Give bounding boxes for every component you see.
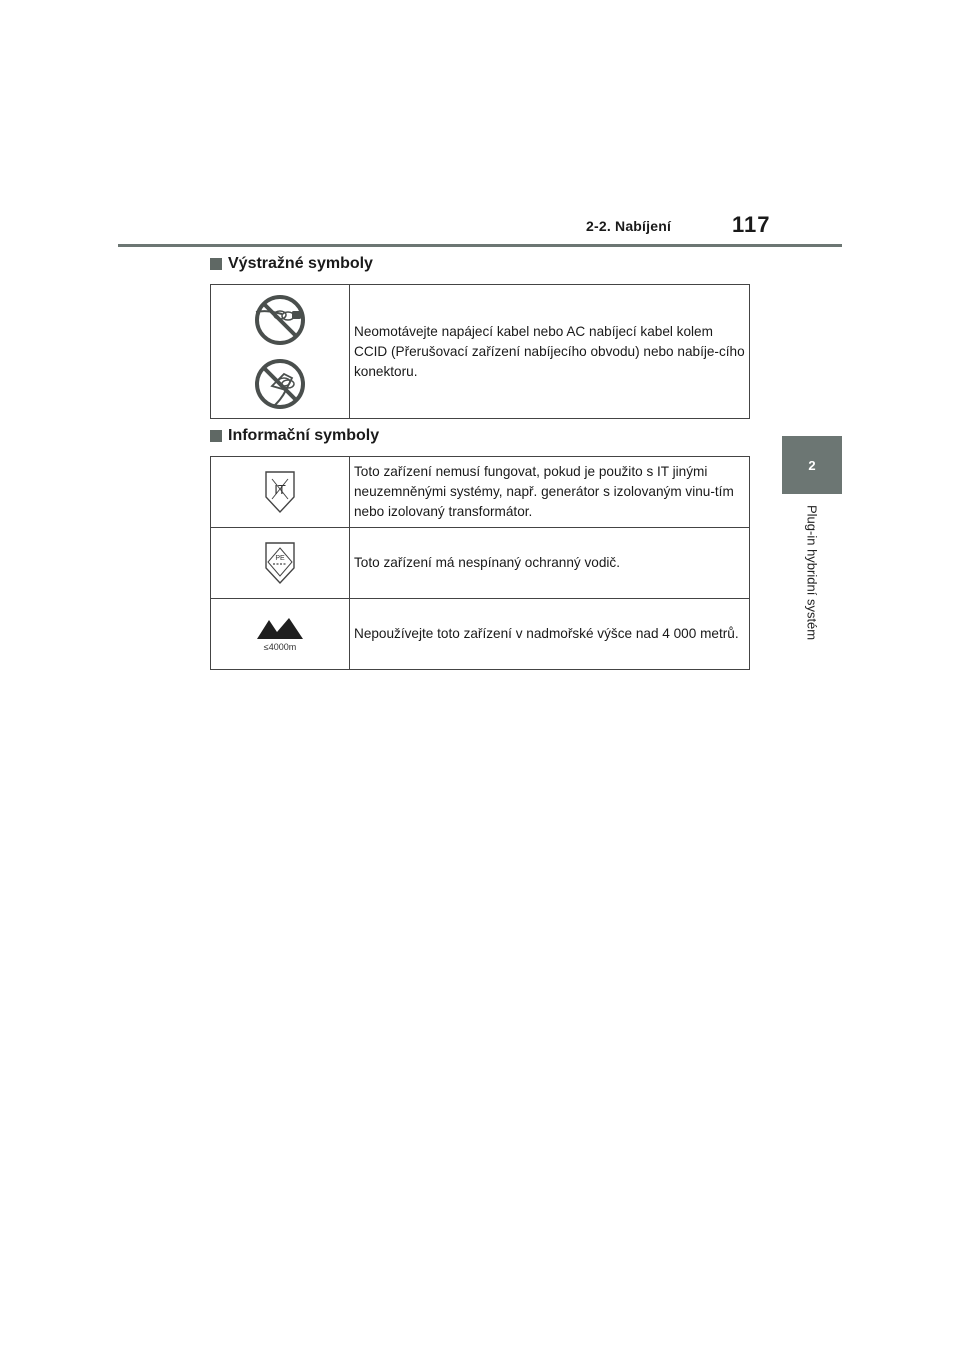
info-text-cell: Toto zařízení nemusí fungovat, pokud je použito s IT jinými neuzemněnými systémy, např. generátor s izolovaným vinu-tím nebo izolovaný transformátor.: [350, 457, 750, 528]
no-wrap-cable-icon: [252, 292, 308, 348]
info-icon-cell: [211, 528, 350, 599]
table-row: [211, 528, 750, 599]
info-icon-cell: [211, 457, 350, 528]
no-wrap-connector-icon: [252, 356, 308, 412]
heading-square-icon: [210, 430, 222, 442]
header-divider: [118, 244, 842, 247]
warning-symbols-table: [210, 284, 750, 419]
pe-icon-label: PE: [275, 555, 285, 562]
info-text-cell: Toto zařízení má nespínaný ochranný vodič.: [350, 528, 750, 599]
altitude-mountain-icon: [255, 617, 305, 641]
info-heading-text: Informační symboly: [228, 427, 380, 444]
info-symbols-heading: [210, 427, 379, 445]
warning-heading-text: Výstražné symboly: [228, 255, 373, 272]
chapter-number: 2: [808, 457, 816, 473]
warning-text-cell: Neomotávejte napájecí kabel nebo AC nabíjecí kabel kolem CCID (Přerušovací zařízení nabíjecího obvodu) nebo nabíje-cího konektoru.: [350, 285, 750, 419]
it-icon-label: IT: [274, 482, 286, 497]
info-symbols-table: [210, 456, 750, 670]
it-system-shield-icon: [263, 469, 297, 515]
info-text-cell: Nepoužívejte toto zařízení v nadmořské výšce nad 4 000 metrů.: [350, 599, 750, 670]
warning-symbols-heading: [210, 255, 373, 273]
page-number: 117: [732, 212, 771, 237]
table-row: [211, 457, 750, 528]
table-row: [211, 285, 750, 419]
warning-icon-cell: [211, 285, 350, 419]
altitude-icon-label: ≤4000m: [263, 641, 297, 652]
pe-conductor-shield-icon: [263, 540, 297, 586]
heading-square-icon: [210, 258, 222, 270]
section-title: 2-2. Nabíjení: [586, 218, 672, 234]
chapter-label: Plug-in hybridní systém: [804, 505, 820, 641]
table-row: [211, 599, 750, 670]
chapter-tab: [782, 436, 842, 494]
info-icon-cell: [211, 599, 350, 670]
